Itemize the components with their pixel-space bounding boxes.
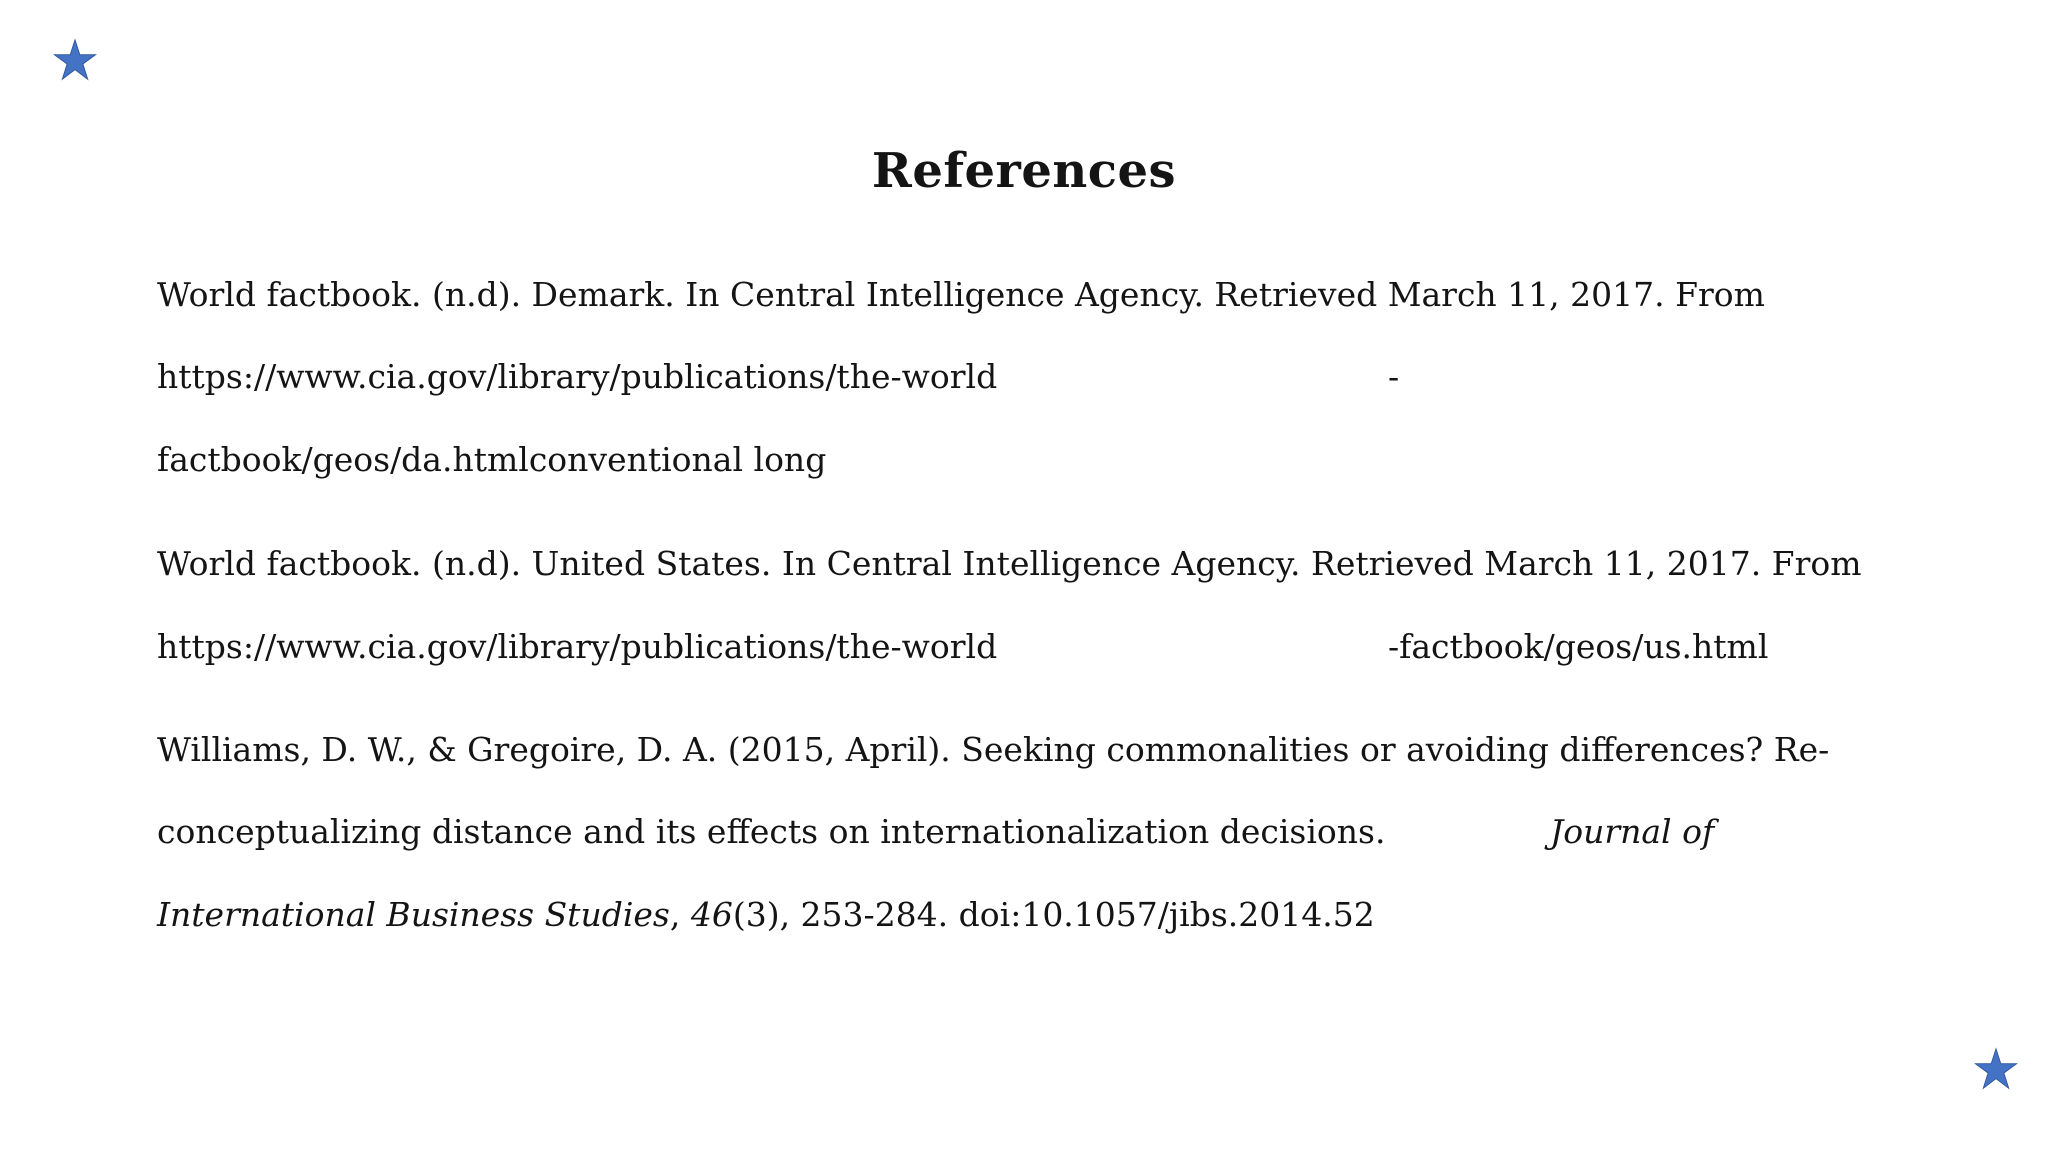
reference-2-url: https://www.cia.gov/library/publications/the-world [157, 627, 998, 666]
page-title: References [871, 143, 1177, 199]
reference-3-line-2: conceptualizing distance and its effects on internationalization decisions. [157, 812, 1386, 851]
reference-3-line-1: Williams, D. W., & Gregoire, D. A. (2015, April). Seeking commonalities or avoiding differences? Re- [157, 730, 1830, 769]
reference-2-line-1: World factbook. (n.d). United States. In Central Intelligence Agency. Retrieved March 11, 2017. From [157, 544, 1862, 583]
reference-2-url-end: -factbook/geos/us.html [1388, 627, 1769, 666]
star-icon [1974, 1047, 2018, 1091]
reference-1-url-hyphen: - [1388, 357, 1400, 396]
journal-issue-pages-doi: (3), 253-284. doi:10.1057/jibs.2014.52 [732, 895, 1375, 934]
reference-1-line-3: factbook/geos/da.htmlconventional long [157, 440, 827, 479]
reference-3-line-3 [157, 895, 1375, 934]
reference-1-line-1: World factbook. (n.d). Demark. In Central Intelligence Agency. Retrieved March 11, 2017. From [157, 275, 1765, 314]
reference-1-url: https://www.cia.gov/library/publications/the-world [157, 357, 998, 396]
reference-3-journal-start: Journal of [1550, 812, 1715, 851]
journal-volume: 46 [690, 895, 733, 934]
journal-title: International Business Studies [157, 895, 670, 934]
star-icon [53, 38, 97, 82]
journal-separator: , [669, 895, 691, 934]
